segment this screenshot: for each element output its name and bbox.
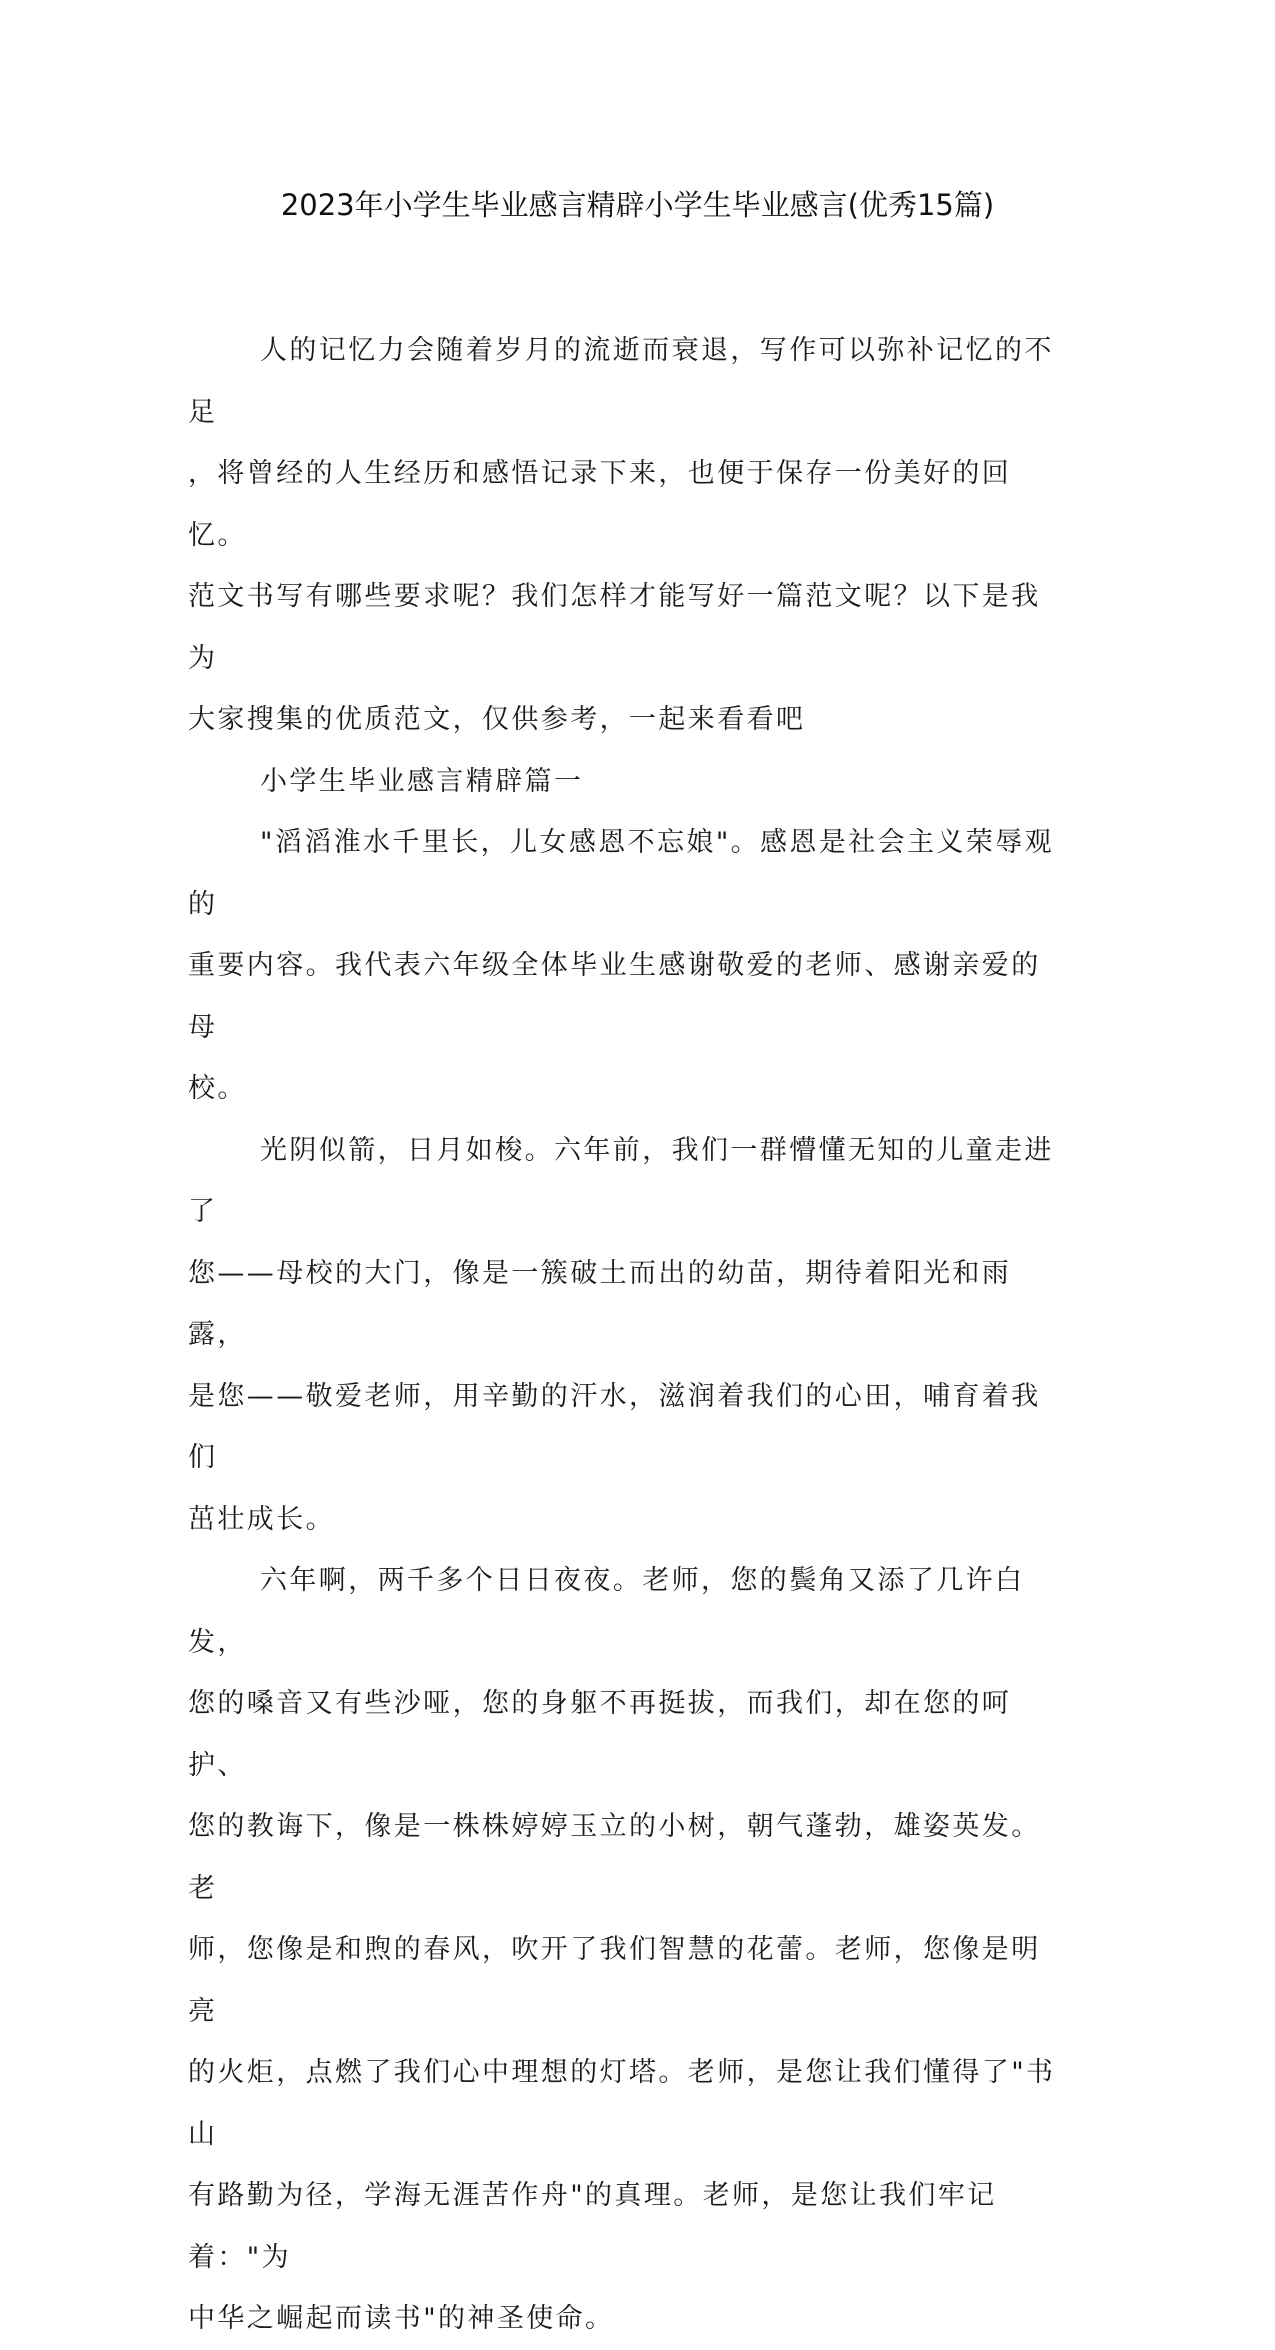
text-line: "滔滔淮水千里长，儿女感恩不忘娘"。感恩是社会主义荣辱观的: [188, 827, 1055, 920]
text-line: 您——母校的大门，像是一簇破土而出的幼苗，期待着阳光和雨露，: [188, 1257, 1012, 1350]
paragraph-2: [188, 1120, 1068, 1551]
text-line: 茁壮成长。: [188, 1503, 335, 1535]
text-line: 六年啊，两千多个日日夜夜。老师，您的鬓角又添了几许白发，: [188, 1565, 1025, 1658]
text-line: 人的记忆力会随着岁月的流逝而衰退，写作可以弥补记忆的不足: [188, 335, 1054, 428]
document-title: 2023年小学生毕业感言精辟小学生毕业感言(优秀15篇): [280, 188, 995, 222]
text-line: 范文书写有哪些要求呢？我们怎样才能写好一篇范文呢？以下是我为: [188, 581, 1041, 674]
paragraph-intro: [188, 320, 1068, 751]
text-line: 小学生毕业感言精辟篇一: [260, 765, 584, 797]
paragraph-3: [188, 1550, 1068, 2350]
text-line: 您的嗓音又有些沙哑，您的身躯不再挺拔，而我们，却在您的呵护、: [188, 1688, 1012, 1781]
text-line: 光阴似箭，日月如梭。六年前，我们一群懵懂无知的儿童走进了: [188, 1134, 1054, 1227]
text-line: 大家搜集的优质范文，仅供参考，一起来看看吧: [188, 704, 806, 735]
text-line: ，将曾经的人生经历和感悟记录下来，也便于保存一份美好的回忆。: [188, 458, 1012, 551]
section-heading: [188, 751, 1068, 813]
paragraph-1: [188, 812, 1068, 1120]
text-line: 中华之崛起而读书"的神圣使命。: [188, 2303, 615, 2334]
text-line: 的火炬，点燃了我们心中理想的灯塔。老师，是您让我们懂得了"书山: [188, 2057, 1056, 2150]
document-body: [188, 320, 1068, 2350]
text-line: 重要内容。我代表六年级全体毕业生感谢敬爱的老师、感谢亲爱的母: [188, 950, 1041, 1043]
text-line: 校。: [188, 1073, 247, 1104]
text-line: 您的教诲下，像是一株株婷婷玉立的小树，朝气蓬勃，雄姿英发。老: [188, 1811, 1041, 1904]
text-line: 是您——敬爱老师，用辛勤的汗水，滋润着我们的心田，哺育着我们: [188, 1380, 1041, 1473]
text-line: 有路勤为径，学海无涯苦作舟"的真理。老师，是您让我们牢记着："为: [188, 2180, 997, 2273]
text-line: 师，您像是和煦的春风，吹开了我们智慧的花蕾。老师，您像是明亮: [188, 1934, 1041, 2027]
